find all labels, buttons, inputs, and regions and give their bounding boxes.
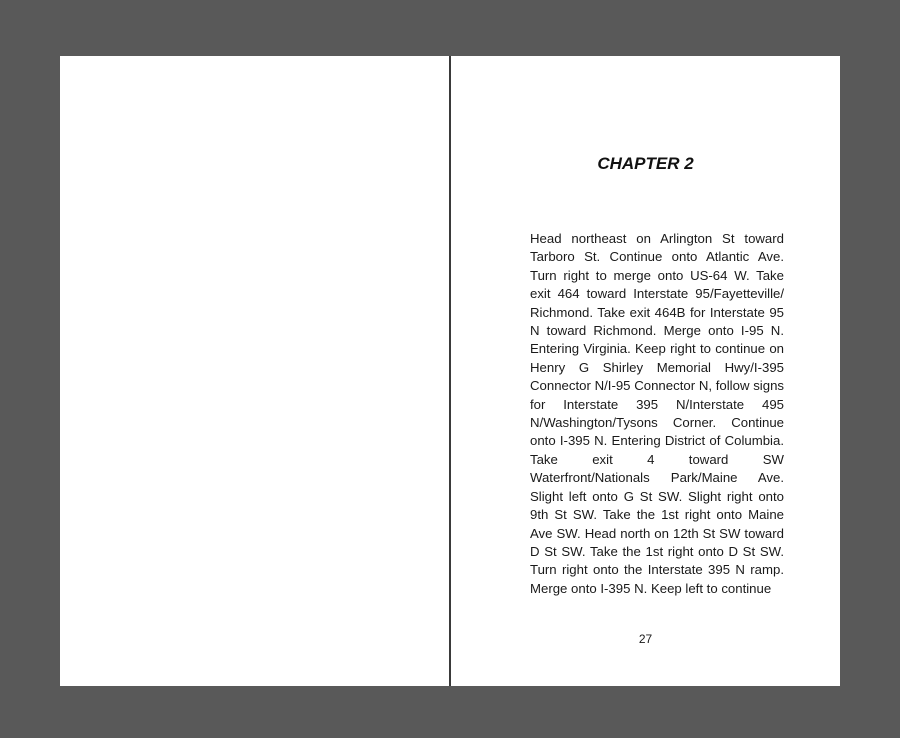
book-spread xyxy=(60,56,840,686)
page-number: 27 xyxy=(638,632,653,646)
left-page xyxy=(60,56,449,686)
right-page xyxy=(451,56,840,686)
chapter-title: CHAPTER 2 xyxy=(597,154,694,173)
body-paragraph: Head northeast on Arlington St toward Tarboro St. Continue onto Atlantic Ave. Turn right to merge onto US-64 W. Take exit 464 toward Interstate 95/Fayetteville/ Richmond. Take exit 464B for Interstate 95 N toward Richmond. Merge onto I-95 N. Entering Virginia. Keep right to continue on Henry G Shirley Memorial Hwy/I-395 Connector N/I-95 Connector N, follow signs for Interstate 395 N/Interstate 495 N/Washington/Tysons Corner. Continue onto I-395 N. Entering District of Columbia. Take exit 4 toward SW Waterfront/Nationals Park/Maine Ave. Slight left onto G St SW. Slight right onto 9th St SW. Take the 1st right onto Maine Ave SW. Head north on 12th St SW toward D St SW. Take the 1st right onto D St SW. Turn right onto the Interstate 395 N ramp. Merge onto I-395 N. Keep left to continue xyxy=(530,231,784,596)
